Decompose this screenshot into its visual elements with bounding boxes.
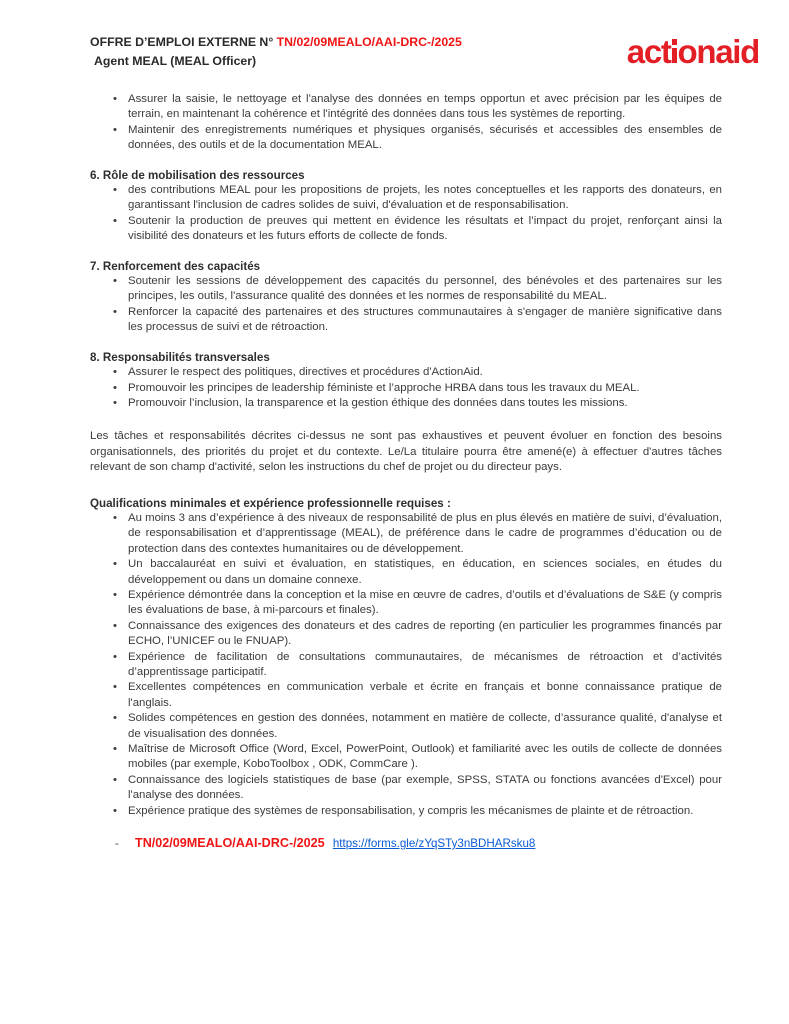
- dash-marker: -: [115, 838, 119, 851]
- section-heading: 8. Responsabilités transversales: [90, 350, 270, 364]
- job-position-title: Agent MEAL (MEAL Officer): [94, 53, 257, 68]
- bullet-item: • Connaissance des logiciels statistiques de base (par exemple, SPSS, STATA ou fonctions avancées d'Excel) pour l'analyse des données.: [90, 773, 722, 804]
- bullet-item: • Connaissance des exigences des donateurs et des cadres de reporting (en particulier les programmes financés par ECHO, l’UNICEF ou le FNUAP).: [90, 619, 722, 650]
- bullet-item: • Au moins 3 ans d’expérience à des niveaux de responsabilité de plus en plus élevés en matière de suivi, d’évaluation, de responsabilisation et d’apprentissage (MEAL), de préférence dans le cadre de programmes d’éducation ou de protection dans des contextes humanitaires ou de développement.: [90, 511, 722, 557]
- bullet-item: • Renforcer la capacité des partenaires et des structures communautaires à s'engager de manière significative dans les processus de suivi et de rétroaction.: [90, 305, 722, 336]
- job-offer-title: OFFRE D’EMPLOI EXTERNE N°: [90, 35, 277, 49]
- bullet-item: • Expérience pratique des systèmes de responsabilisation, y compris les mécanismes de plainte et de rétroaction.: [90, 804, 722, 819]
- bullet-item: • Solides compétences en gestion des données, notamment en matière de collecte, d’assurance qualité, d'analyse et de visualisation des données.: [90, 711, 722, 742]
- section-transversal-responsibilities: [90, 350, 722, 412]
- section-heading: 7. Renforcement des capacités: [90, 259, 261, 273]
- section-heading: 6. Rôle de mobilisation des ressources: [90, 168, 305, 182]
- section-heading: Qualifications minimales et expérience professionnelle requises :: [90, 496, 451, 510]
- bullet-item: • Excellentes compétences en communication verbale et écrite en français et bonne connaissance pratique de l'anglais.: [90, 680, 722, 711]
- section-qualifications: [90, 496, 722, 820]
- section-capacity-building: [90, 259, 722, 336]
- application-form-link[interactable]: https://forms.gle/zYqSTy3nBDHARsku8: [332, 837, 536, 851]
- logo-exclamation-icon: [672, 39, 677, 63]
- bullet-item: • Promouvoir les principes de leadership féministe et l’approche HRBA dans tous les travaux du MEAL.: [90, 381, 722, 396]
- bullet-item: • Soutenir la production de preuves qui mettent en évidence les résultats et l’impact du projet, renforçant ainsi la visibilité des donateurs et les futurs efforts de collecte de fonds.: [90, 214, 722, 245]
- bullet-item: • Assurer la saisie, le nettoyage et l'analyse des données en temps opportun et avec précision par les équipes de terrain, en maintenant la cohérence et l'intégrité des données dans tous les systèmes de reporting.: [90, 92, 722, 123]
- logo-text-part1: act: [626, 33, 671, 70]
- scope-disclaimer-paragraph: Les tâches et responsabilités décrites ci-dessus ne sont pas exhaustives et peuvent évoluer en fonction des besoins organisationnels, des priorités du projet et du contexte. Le/La titulaire pourra être amené(e) à effectuer d'autres tâches relevant de son champ d'activité, selon les instructions du chef de projet ou du directeur pays.: [90, 430, 722, 474]
- logo-text-part2: onaid: [677, 33, 759, 70]
- application-reference-line: [90, 836, 722, 852]
- bullet-item: • des contributions MEAL pour les propositions de projets, les notes conceptuelles et les rapports des donateurs, en garantissant l'inclusion de cadres solides de suivi, d'évaluation et de responsabilisation.: [90, 183, 722, 214]
- bullet-item: • Expérience de facilitation de consultations communautaires, de mécanismes de rétroaction et d’activités d’apprentissage participatif.: [90, 650, 722, 681]
- page-title: [90, 33, 462, 52]
- document-body: [90, 92, 722, 852]
- data-management-bullets: [90, 92, 722, 154]
- actionaid-logo: [627, 35, 759, 68]
- bullet-item: • Un baccalauréat en suivi et évaluation, en statistiques, en éducation, en sciences sociales, en études du développement ou dans un domaine connexe.: [90, 557, 722, 588]
- bullet-item: • Maintenir des enregistrements numériques et physiques organisés, sécurisés et accessibles des ensembles de données, des outils et de la documentation MEAL.: [90, 123, 722, 154]
- bullet-item: • Assurer le respect des politiques, directives et procédures d'ActionAid.: [90, 365, 722, 380]
- section-resource-mobilization: [90, 168, 722, 245]
- job-reference-number: TN/02/09MEALO/AAI-DRC-/2025: [276, 35, 462, 49]
- header-text-block: [90, 33, 462, 70]
- bullet-item: • Expérience démontrée dans la conception et la mise en œuvre de cadres, d’outils et d’évaluations de S&E (y compris les évaluations de base, à mi-parcours et finales).: [90, 588, 722, 619]
- bullet-item: • Soutenir les sessions de développement des capacités du personnel, des bénévoles et des partenaires sur les principes, les outils, l'assurance qualité des données et les normes de responsabilité du MEAL.: [90, 274, 722, 305]
- footer-reference-number: TN/02/09MEALO/AAI-DRC-/2025: [135, 836, 325, 851]
- bullet-item: • Maîtrise de Microsoft Office (Word, Excel, PowerPoint, Outlook) et familiarité avec les outils de collecte de données mobiles (par exemple, KoboToolbox , ODK, CommCare ).: [90, 742, 722, 773]
- bullet-item: • Promouvoir l’inclusion, la transparence et la gestion éthique des données dans toutes les missions.: [90, 396, 722, 411]
- document-header: [0, 0, 789, 70]
